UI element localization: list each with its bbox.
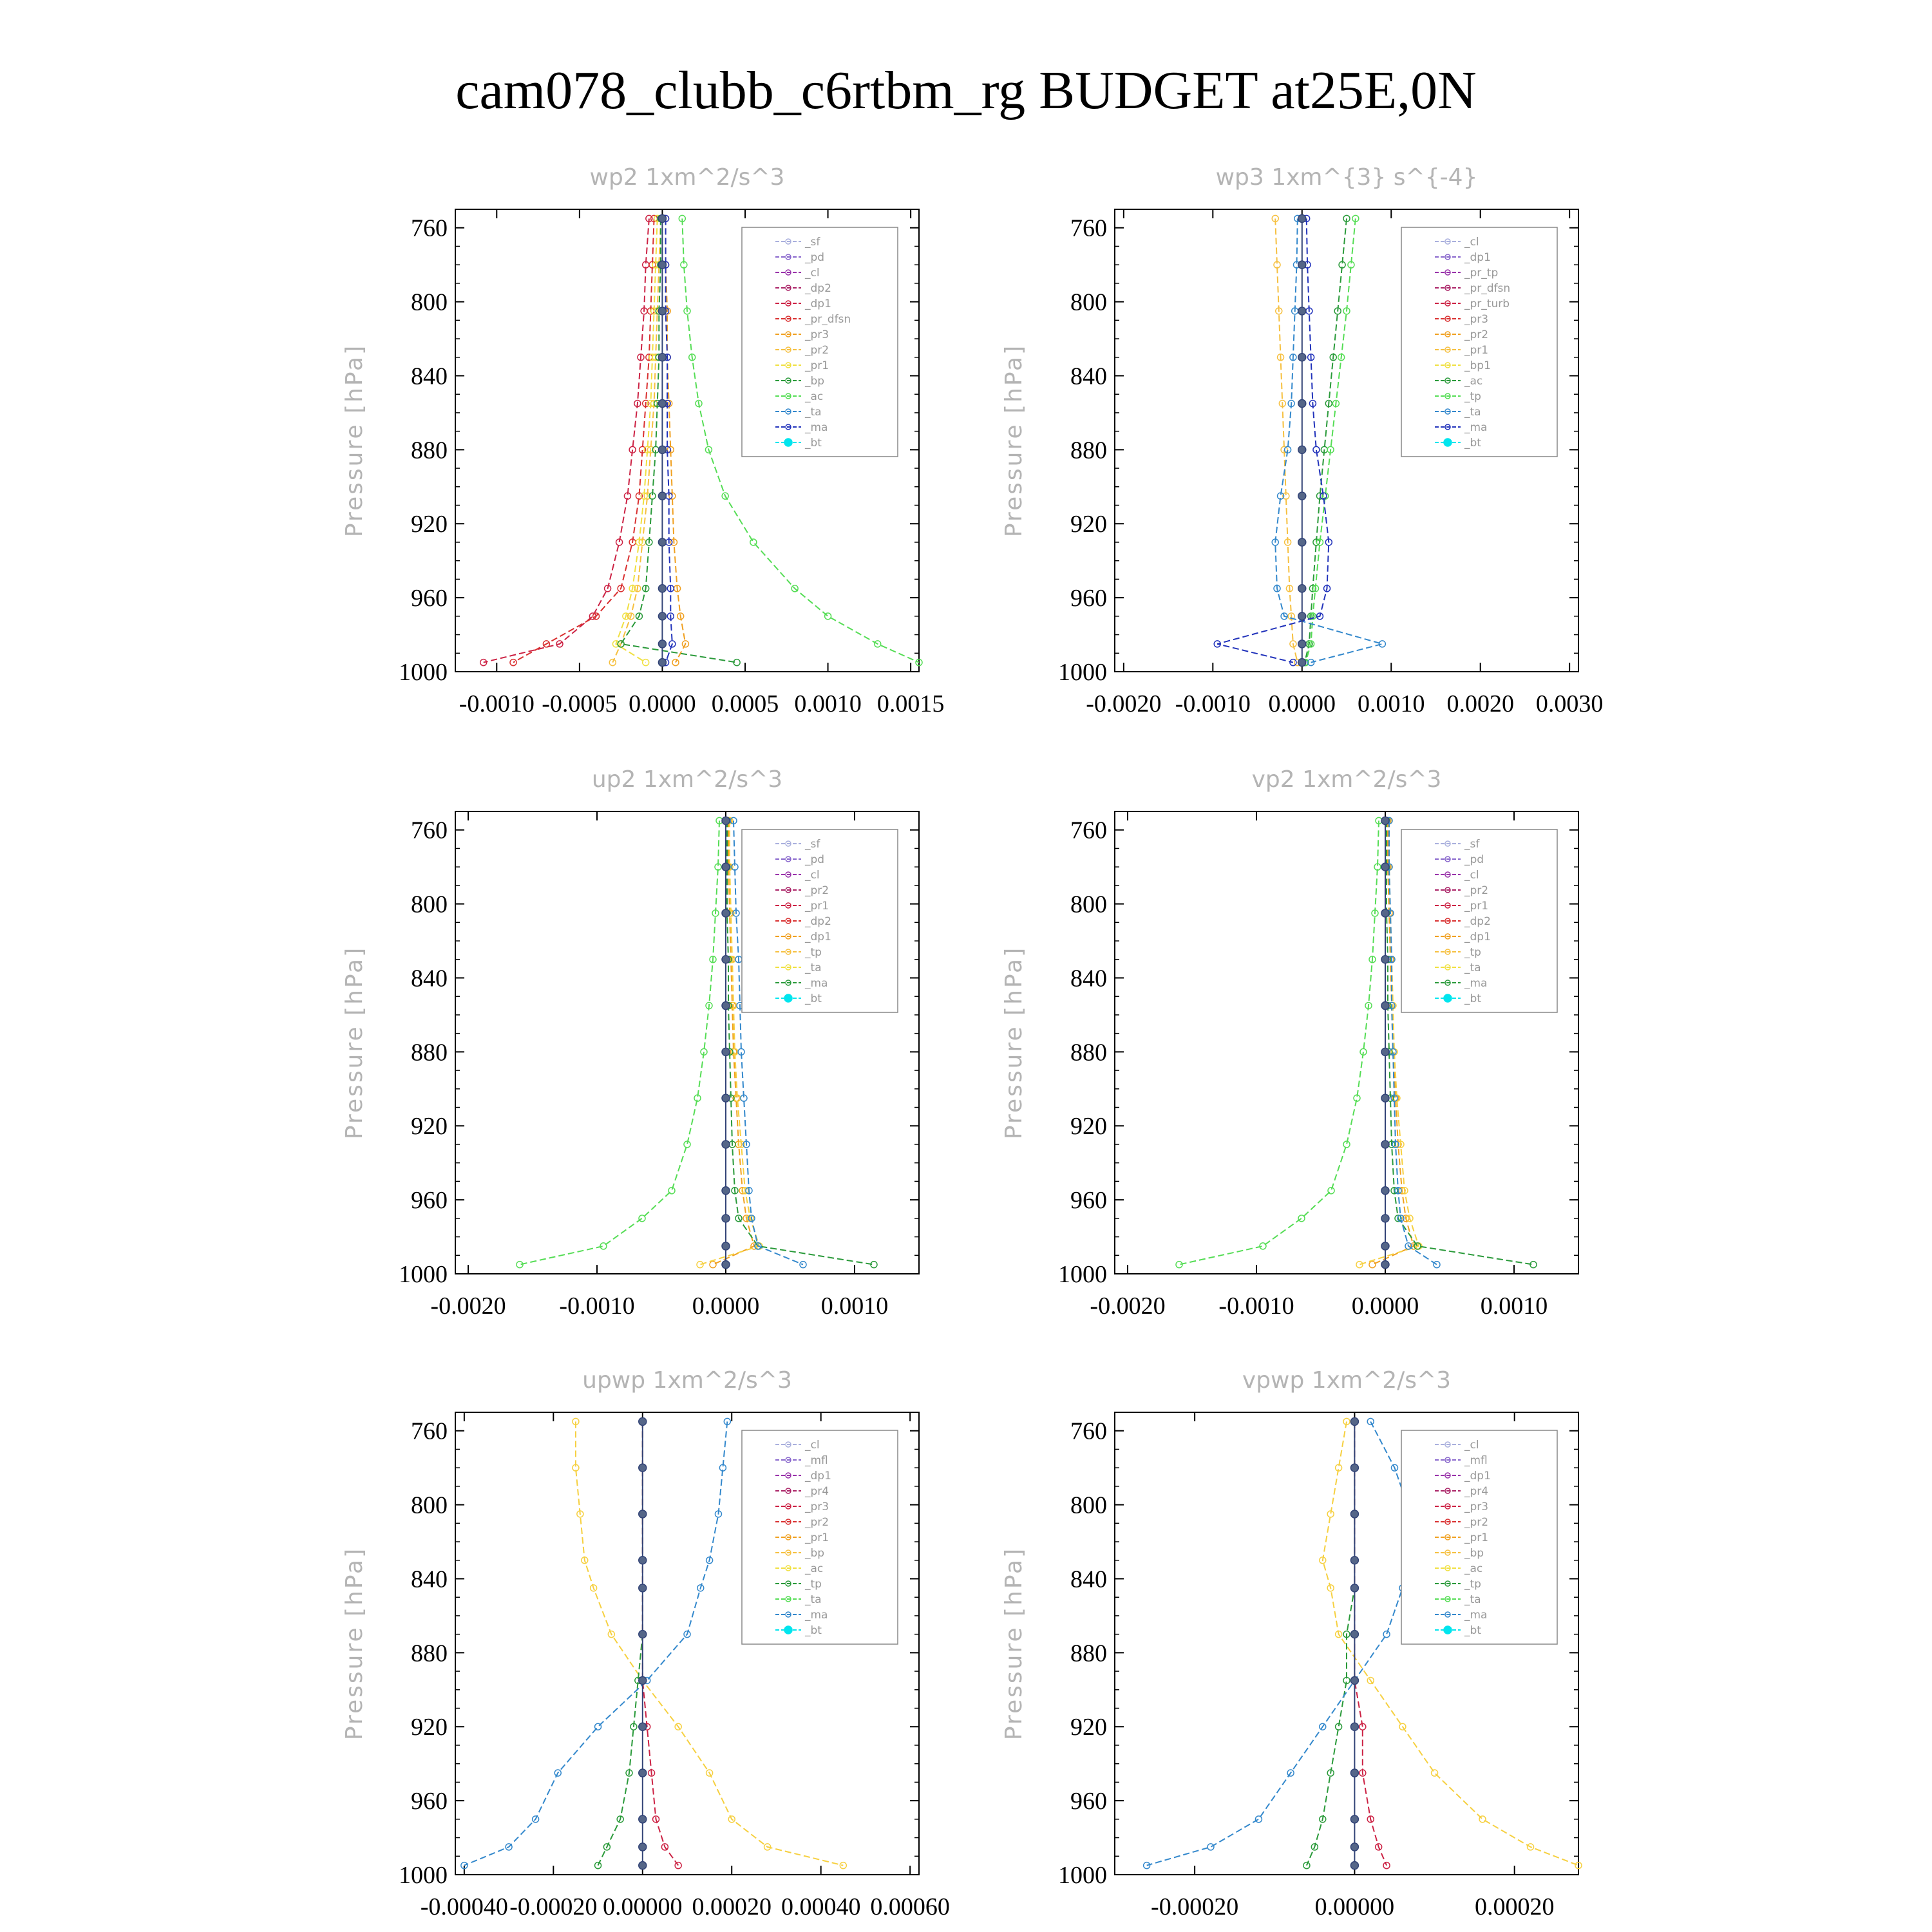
x-tick-label: 0.0030 [1535, 690, 1604, 717]
legend-entry: _ac [805, 1562, 824, 1575]
series-line [484, 218, 649, 662]
legend-marker [784, 439, 792, 446]
data-point [595, 1723, 601, 1730]
y-tick-label: 840 [1070, 1566, 1107, 1593]
data-point [658, 354, 666, 361]
data-point [722, 909, 730, 917]
data-point [722, 1261, 730, 1269]
y-axis-label: Pressure [hPa] [341, 343, 368, 538]
data-point [639, 1843, 647, 1851]
data-point [722, 1242, 730, 1250]
legend-entry: _dp2 [805, 282, 831, 295]
legend-entry: _cl [1464, 236, 1479, 249]
data-point [675, 1862, 681, 1869]
data-point [639, 1584, 647, 1592]
legend-entry: _dp1 [805, 298, 831, 310]
data-point [639, 1769, 647, 1777]
data-point [639, 1631, 647, 1638]
legend-marker [1444, 439, 1452, 446]
data-point [1381, 1261, 1389, 1269]
y-tick-label: 800 [411, 1492, 448, 1519]
y-axis-label: Pressure [hPa] [1001, 945, 1027, 1140]
legend-entry: _bt [1464, 437, 1481, 450]
data-point [1381, 1215, 1389, 1222]
y-tick-label: 800 [411, 289, 448, 316]
legend-entry: _dp1 [1464, 251, 1491, 264]
panel-1 [341, 164, 944, 717]
figure-title: cam078_clubb_c6rtbm_rg BUDGET at25E,0N [455, 61, 1477, 120]
data-point [697, 1262, 703, 1268]
legend-entry: _pr1 [805, 359, 829, 372]
x-tick-label: 0.0010 [794, 690, 862, 717]
legend-entry: _bp [1464, 1547, 1484, 1560]
y-tick-label: 960 [1070, 1187, 1107, 1215]
legend-entry: _pr1 [1464, 1531, 1489, 1544]
data-point [658, 612, 666, 620]
x-tick-label: 0.00020 [1474, 1893, 1555, 1920]
series-line [643, 1421, 678, 1865]
data-point [1350, 1510, 1358, 1518]
series-line [1147, 1421, 1419, 1865]
data-point [722, 863, 730, 871]
legend-entry: _tp [1464, 946, 1481, 959]
legend-entry: _sf [1464, 838, 1480, 851]
data-point [710, 1262, 716, 1268]
y-tick-label: 760 [411, 214, 448, 242]
data-point [722, 817, 730, 824]
x-tick-label: -0.0010 [459, 690, 535, 717]
legend-entry: _tp [1464, 390, 1481, 403]
legend-entry: _bp [805, 1547, 825, 1560]
data-point [1381, 1242, 1389, 1250]
data-point [1298, 261, 1306, 269]
data-point [800, 1262, 806, 1268]
y-axis-label: Pressure [hPa] [341, 1546, 368, 1741]
y-tick-label: 920 [1070, 1113, 1107, 1141]
data-point [658, 585, 666, 592]
data-point [1350, 1417, 1358, 1425]
series-line [1305, 218, 1356, 662]
legend-entry: _bt [805, 437, 822, 450]
legend-marker [784, 994, 792, 1002]
data-point [639, 1557, 647, 1564]
series-line [598, 1421, 643, 1865]
y-tick-label: 920 [1070, 1714, 1107, 1741]
legend-entry: _ta [1464, 961, 1481, 974]
data-point [1350, 1464, 1358, 1472]
series-line [616, 218, 657, 662]
legend-entry: _dp1 [805, 931, 831, 943]
data-point [643, 659, 649, 666]
data-point [1298, 492, 1306, 500]
y-tick-label: 1000 [1058, 1862, 1107, 1889]
data-point [1298, 585, 1306, 592]
data-point [1255, 1816, 1262, 1823]
data-point [1479, 1816, 1486, 1823]
y-tick-label: 880 [411, 437, 448, 464]
y-tick-label: 800 [1070, 891, 1107, 918]
x-tick-label: 0.0000 [1268, 690, 1336, 717]
y-tick-label: 800 [411, 891, 448, 918]
y-tick-label: 1000 [1058, 1261, 1107, 1288]
y-tick-label: 840 [411, 1566, 448, 1593]
legend-entry: _cl [1464, 869, 1479, 882]
legend-entry: _ta [1464, 406, 1481, 419]
data-point [1356, 1262, 1363, 1268]
legend-entry: _pr3 [805, 1501, 829, 1513]
x-tick-label: 0.0020 [1446, 690, 1514, 717]
data-point [722, 956, 730, 963]
data-point [510, 659, 516, 666]
x-tick-label: 0.0000 [629, 690, 696, 717]
data-point [1298, 354, 1306, 361]
data-point [1383, 1631, 1390, 1638]
legend-entry: _dp2 [805, 915, 831, 928]
data-point [658, 400, 666, 408]
y-tick-label: 880 [1070, 1039, 1107, 1066]
data-point [1350, 1815, 1358, 1823]
data-point [1381, 1048, 1389, 1056]
y-tick-label: 960 [411, 1788, 448, 1815]
data-point [639, 1510, 647, 1518]
data-point [1381, 1187, 1389, 1195]
data-point [1367, 1418, 1374, 1425]
data-point [722, 1187, 730, 1195]
data-point [1381, 863, 1389, 871]
data-point [1350, 1631, 1358, 1638]
y-axis-label: Pressure [hPa] [1001, 1546, 1027, 1741]
legend-entry: _dp2 [1464, 915, 1491, 928]
legend-entry: _tp [1464, 1578, 1481, 1591]
series-line [1307, 1421, 1354, 1865]
legend-entry: _sf [805, 838, 820, 851]
panel-title: wp3 1xm^{3} s^{-4} [1215, 164, 1478, 191]
y-tick-label: 1000 [1058, 659, 1107, 686]
y-tick-label: 880 [411, 1640, 448, 1667]
legend-marker [784, 1626, 792, 1634]
data-point [722, 1141, 730, 1148]
x-tick-label: -0.0005 [542, 690, 618, 717]
data-point [1369, 1262, 1376, 1268]
x-tick-label: 0.00060 [870, 1893, 950, 1920]
legend-entry: _ta [1464, 1593, 1481, 1606]
series-line [1275, 218, 1382, 662]
y-tick-label: 920 [411, 1113, 448, 1141]
x-tick-label: 0.0005 [711, 690, 779, 717]
legend-entry: _bp1 [1464, 359, 1491, 372]
data-point [639, 1417, 647, 1425]
data-point [639, 1862, 647, 1870]
x-tick-label: 0.0010 [1480, 1293, 1548, 1320]
data-point [668, 1188, 675, 1194]
x-tick-label: -0.0010 [1175, 690, 1251, 717]
legend-entry: _pr3 [1464, 313, 1489, 326]
legend-entry: _ac [805, 390, 824, 403]
series-line [612, 218, 661, 662]
legend-entry: _ta [805, 961, 822, 974]
data-point [1381, 956, 1389, 963]
x-tick-label: -0.0010 [1218, 1293, 1294, 1320]
y-tick-label: 1000 [399, 1862, 448, 1889]
data-point [658, 214, 666, 222]
x-tick-label: -0.0020 [430, 1293, 506, 1320]
legend-entry: _bt [805, 992, 822, 1005]
legend-entry: _ta [805, 1593, 822, 1606]
legend-entry: _cl [805, 869, 820, 882]
panel-title: vpwp 1xm^2/s^3 [1242, 1367, 1452, 1394]
y-tick-label: 800 [1070, 1492, 1107, 1519]
legend-entry: _sf [805, 236, 820, 249]
legend-entry: _pr2 [805, 1516, 829, 1529]
legend-entry: _pr_dfsn [1464, 282, 1511, 295]
y-tick-label: 840 [411, 965, 448, 992]
data-point [639, 1676, 647, 1684]
x-tick-label: 0.00000 [1314, 1893, 1395, 1920]
y-tick-label: 1000 [399, 659, 448, 686]
data-point [1303, 1862, 1310, 1869]
legend-entry: _pd [805, 853, 825, 866]
data-point [658, 261, 666, 269]
data-point [1383, 1862, 1390, 1869]
data-point [595, 1862, 601, 1869]
legend-entry: _mfl [1464, 1454, 1488, 1467]
data-point [1298, 640, 1306, 648]
data-point [722, 1094, 730, 1102]
data-point [658, 446, 666, 453]
y-tick-label: 960 [411, 1187, 448, 1215]
legend-entry: _pr2 [805, 884, 829, 897]
legend-entry: _ma [1464, 1609, 1488, 1622]
y-tick-label: 920 [411, 511, 448, 538]
legend-entry: _ma [805, 1609, 828, 1622]
y-tick-label: 880 [411, 1039, 448, 1066]
y-tick-label: 880 [1070, 437, 1107, 464]
legend-entry: _pr1 [805, 900, 829, 913]
legend-entry: _pr2 [1464, 884, 1489, 897]
data-point [1350, 1769, 1358, 1777]
x-tick-label: 0.0000 [692, 1293, 760, 1320]
y-axis-label: Pressure [hPa] [341, 945, 368, 1140]
panel-title: upwp 1xm^2/s^3 [582, 1367, 792, 1394]
legend-entry: _bp [805, 375, 825, 388]
data-point [639, 1723, 647, 1730]
y-tick-label: 840 [1070, 965, 1107, 992]
legend-entry: _pr4 [1464, 1485, 1489, 1498]
y-tick-label: 760 [1070, 817, 1107, 844]
data-point [1298, 612, 1306, 620]
y-tick-label: 840 [411, 363, 448, 390]
legend-entry: _pr1 [1464, 900, 1489, 913]
legend-entry: _pr1 [805, 1531, 829, 1544]
legend-entry: _bt [1464, 1624, 1481, 1637]
legend-entry: _pr4 [805, 1485, 829, 1498]
legend-entry: _bt [805, 1624, 822, 1637]
y-tick-label: 800 [1070, 289, 1107, 316]
data-point [1350, 1862, 1358, 1870]
panel-5 [341, 1367, 950, 1920]
legend-entry: _cl [1464, 1439, 1479, 1452]
data-point [639, 1815, 647, 1823]
legend-entry: _ma [1464, 421, 1488, 434]
legend-entry: _dp1 [1464, 1470, 1491, 1482]
data-point [1298, 538, 1306, 546]
y-tick-label: 960 [1070, 585, 1107, 612]
data-point [1381, 817, 1389, 824]
legend-entry: _pr_tp [1464, 267, 1499, 279]
data-point [639, 1215, 645, 1222]
legend-entry: _pr_dfsn [805, 313, 851, 326]
x-tick-label: -0.00020 [509, 1893, 598, 1920]
y-tick-label: 920 [1070, 511, 1107, 538]
panel-4 [1001, 766, 1578, 1320]
data-point [658, 640, 666, 648]
panel-6 [1001, 1367, 1582, 1920]
data-point [722, 1215, 730, 1222]
data-point [672, 659, 679, 666]
legend-entry: _ac [1464, 1562, 1483, 1575]
series-line [666, 218, 672, 662]
data-point [1208, 1844, 1214, 1850]
data-point [722, 1002, 730, 1010]
data-point [1381, 909, 1389, 917]
x-tick-label: 0.0010 [1357, 690, 1425, 717]
legend-entry: _pr3 [1464, 1501, 1489, 1513]
legend-marker [1444, 1626, 1452, 1634]
x-tick-label: 0.0000 [1351, 1293, 1419, 1320]
y-tick-label: 960 [411, 585, 448, 612]
y-tick-label: 840 [1070, 363, 1107, 390]
panel-title: vp2 1xm^2/s^3 [1251, 766, 1442, 793]
data-point [1381, 1141, 1389, 1148]
legend-entry: _pr2 [1464, 1516, 1489, 1529]
data-point [1298, 446, 1306, 453]
legend-entry: _tp [805, 1578, 822, 1591]
data-point [1350, 1557, 1358, 1564]
legend-entry: _pr_turb [1464, 298, 1510, 310]
y-tick-label: 760 [1070, 1417, 1107, 1445]
data-point [840, 1862, 846, 1869]
data-point [1298, 214, 1306, 222]
panel-title: up2 1xm^2/s^3 [591, 766, 783, 793]
data-point [658, 492, 666, 500]
legend-entry: _bt [1464, 992, 1481, 1005]
x-tick-label: -0.0020 [1090, 1293, 1166, 1320]
y-tick-label: 960 [1070, 1788, 1107, 1815]
data-point [1298, 1215, 1305, 1222]
legend-entry: _pr2 [1464, 328, 1489, 341]
y-tick-label: 760 [1070, 214, 1107, 242]
data-point [658, 659, 666, 667]
data-point [609, 659, 616, 666]
series-line [1354, 1421, 1387, 1865]
legend-entry: _ma [805, 421, 828, 434]
legend-entry: _cl [805, 267, 820, 279]
legend-entry: _ma [805, 977, 828, 990]
panel-title: wp2 1xm^2/s^3 [589, 164, 785, 191]
series-line [1179, 820, 1379, 1264]
x-tick-label: -0.0020 [1086, 690, 1162, 717]
legend-entry: _dp1 [1464, 931, 1491, 943]
x-tick-label: -0.00020 [1151, 1893, 1239, 1920]
data-point [1381, 1002, 1389, 1010]
legend-entry: _dp1 [805, 1470, 831, 1482]
y-axis-label: Pressure [hPa] [1001, 343, 1027, 538]
x-tick-label: -0.00040 [420, 1893, 508, 1920]
data-point [1328, 1188, 1334, 1194]
data-point [1350, 1723, 1358, 1730]
legend-entry: _tp [805, 946, 822, 959]
data-point [1350, 1843, 1358, 1851]
legend-entry: _pr3 [805, 328, 829, 341]
x-tick-label: -0.0010 [559, 1293, 635, 1320]
series-line [464, 1421, 728, 1865]
data-point [1434, 1262, 1440, 1268]
series-line [666, 218, 686, 662]
legend-entry: _ta [805, 406, 822, 419]
data-point [658, 307, 666, 315]
data-point [1298, 307, 1306, 315]
data-point [825, 613, 831, 620]
y-tick-label: 920 [411, 1714, 448, 1741]
legend-entry: _pd [805, 251, 825, 264]
data-point [1381, 1094, 1389, 1102]
series-line [621, 218, 737, 662]
data-point [639, 1464, 647, 1472]
y-tick-label: 760 [411, 817, 448, 844]
y-tick-label: 1000 [399, 1261, 448, 1288]
data-point [658, 538, 666, 546]
legend-entry: _pr1 [1464, 344, 1489, 357]
legend-entry: _pr2 [805, 344, 829, 357]
legend-marker [1444, 994, 1452, 1002]
data-point [1298, 659, 1306, 667]
series-line [520, 820, 719, 1264]
panel-2 [1001, 164, 1603, 717]
legend-entry: _ma [1464, 977, 1488, 990]
data-point [722, 1048, 730, 1056]
y-tick-label: 760 [411, 1417, 448, 1445]
y-tick-label: 880 [1070, 1640, 1107, 1667]
x-tick-label: 0.00040 [781, 1893, 861, 1920]
data-point [750, 539, 757, 545]
legend-entry: _cl [805, 1439, 820, 1452]
legend-entry: _pd [1464, 853, 1484, 866]
x-tick-label: 0.0010 [820, 1293, 889, 1320]
panel-3 [341, 766, 919, 1320]
data-point [1350, 1584, 1358, 1592]
legend-entry: _ac [1464, 375, 1483, 388]
x-tick-label: 0.0015 [876, 690, 945, 717]
x-tick-label: 0.00000 [603, 1893, 683, 1920]
data-point [1298, 400, 1306, 408]
data-point [1350, 1676, 1358, 1684]
legend-entry: _mfl [805, 1454, 828, 1467]
x-tick-label: 0.00020 [692, 1893, 772, 1920]
data-point [1432, 1770, 1438, 1776]
